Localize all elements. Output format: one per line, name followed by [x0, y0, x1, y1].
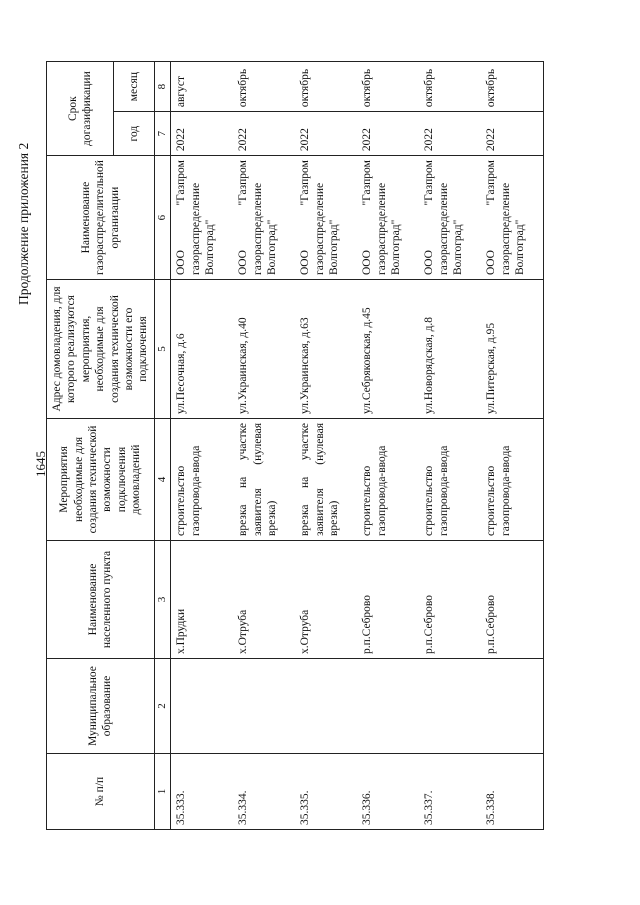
measure-cell: строительство газопровода-ввода [171, 419, 234, 541]
measure-cell: врезка на участке заявителя (нулевая врезка) [295, 419, 357, 541]
address-cell: ул.Украинская, д.40 [233, 280, 295, 419]
month-cell: октябрь [233, 62, 295, 112]
table-row [233, 62, 295, 830]
header-col-6: Наименование газораспределительной организации [47, 156, 155, 280]
municipality-cell [419, 659, 481, 754]
organization-cell: ООО "Газпром газораспределение Волгоград" [295, 156, 357, 280]
year-cell: 2022 [419, 112, 481, 156]
header-col-5: Адрес домовладения, для которого реализуются мероприятия, необходимые для создания технической возможности его подключения [47, 280, 155, 419]
measure-cell: строительство газопровода-ввода [419, 419, 481, 541]
settlement-cell: х.Отруба [233, 541, 295, 659]
page-number: 1645 [33, 451, 48, 477]
row-number: 35.335. [295, 754, 357, 830]
settlement-cell: р.п.Себрово [357, 541, 419, 659]
header-col-4: Мероприятия необходимые для создания технической возможности подключения домовладений [47, 419, 155, 541]
measure-cell: строительство газопровода-ввода [481, 419, 544, 541]
address-cell: ул.Песочная, д.6 [171, 280, 234, 419]
header-col-1: № п/п [47, 754, 155, 830]
col-number: 5 [154, 280, 171, 419]
table-row [357, 62, 419, 830]
address-cell: ул.Украинская, д.63 [295, 280, 357, 419]
municipality-cell [233, 659, 295, 754]
header-month: месяц [114, 62, 154, 112]
row-number: 35.336. [357, 754, 419, 830]
municipality-cell [481, 659, 544, 754]
col-number: 7 [154, 112, 171, 156]
organization-cell: ООО "Газпром газораспределение Волгоград" [481, 156, 544, 280]
row-number: 35.338. [481, 754, 544, 830]
row-number: 35.334. [233, 754, 295, 830]
address-cell: ул.Себряковская, д.45 [357, 280, 419, 419]
year-cell: 2022 [233, 112, 295, 156]
row-number: 35.337. [419, 754, 481, 830]
table-row [295, 62, 357, 830]
municipality-cell [171, 659, 234, 754]
col-number: 4 [154, 419, 171, 541]
header-year: год [114, 112, 154, 156]
year-cell: 2022 [295, 112, 357, 156]
municipality-cell [295, 659, 357, 754]
settlement-cell: х.Отруба [295, 541, 357, 659]
month-cell: октябрь [357, 62, 419, 112]
organization-cell: ООО "Газпром газораспределение Волгоград" [419, 156, 481, 280]
column-numbers-row [154, 62, 171, 830]
gasification-table [46, 61, 544, 830]
address-cell: ул.Новорядская, д.8 [419, 280, 481, 419]
measure-cell: строительство газопровода-ввода [357, 419, 419, 541]
year-cell: 2022 [481, 112, 544, 156]
col-number: 6 [154, 156, 171, 280]
month-cell: октябрь [419, 62, 481, 112]
address-cell: ул.Питерская, д.95 [481, 280, 544, 419]
month-cell: октябрь [481, 62, 544, 112]
month-cell: октябрь [295, 62, 357, 112]
continuation-label: Продолжение приложения 2 [16, 142, 31, 305]
table-row [419, 62, 481, 830]
table-row [171, 62, 234, 830]
col-number: 2 [154, 659, 171, 754]
organization-cell: ООО "Газпром газораспределение Волгоград" [233, 156, 295, 280]
table-row [481, 62, 544, 830]
month-cell: август [171, 62, 234, 112]
settlement-cell: р.п.Себрово [419, 541, 481, 659]
col-number: 8 [154, 62, 171, 112]
settlement-cell: р.п.Себрово [481, 541, 544, 659]
col-number: 3 [154, 541, 171, 659]
settlement-cell: х.Прудки [171, 541, 234, 659]
year-cell: 2022 [171, 112, 234, 156]
organization-cell: ООО "Газпром газораспределение Волгоград" [171, 156, 234, 280]
header-col-2: Муниципальное образование [47, 659, 155, 754]
row-number: 35.333. [171, 754, 234, 830]
municipality-cell [357, 659, 419, 754]
measure-cell: врезка на участке заявителя (нулевая врезка) [233, 419, 295, 541]
header-col-3: Наименование населенного пункта [47, 541, 155, 659]
organization-cell: ООО "Газпром газораспределение Волгоград" [357, 156, 419, 280]
year-cell: 2022 [357, 112, 419, 156]
col-number: 1 [154, 754, 171, 830]
header-term: Срок догазификации [47, 62, 114, 156]
header-row-1 [47, 62, 114, 830]
